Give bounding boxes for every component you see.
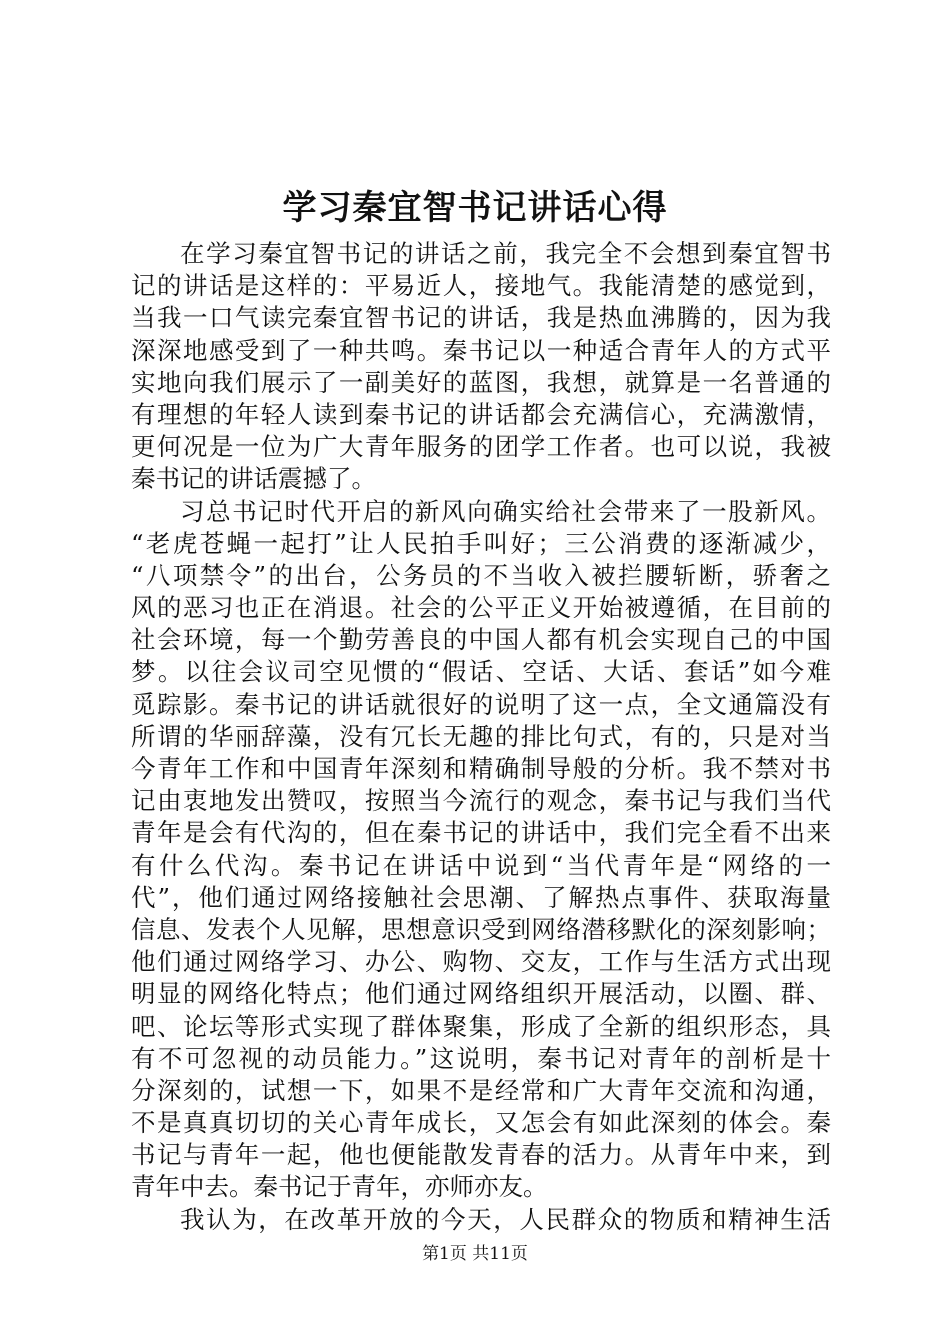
text-line: 所谓的华丽辞藻，没有冗长无趣的排比句式，有的，只是对当 (131, 721, 831, 751)
text-line: 代”，他们通过网络接触社会思潮、了解热点事件、获取海量 (131, 882, 831, 912)
text-line: 在学习秦宜智书记的讲话之前，我完全不会想到秦宜智书 (180, 239, 831, 268)
text-line: 有理想的年轻人读到秦书记的讲话都会充满信心，充满激情， (131, 399, 831, 429)
text-line: 今青年工作和中国青年深刻和精确制导般的分析。我不禁对书 (131, 754, 831, 783)
text-line: “老虎苍蝇一起打”让人民拍手叫好；三公消费的逐渐减少， (131, 528, 831, 558)
text-line: 有不可忽视的动员能力。”这说明，秦书记对青年的剖析是十 (131, 1043, 831, 1073)
text-line: 深深地感受到了一种共鸣。秦书记以一种适合青年人的方式平 (131, 335, 831, 365)
body-text (131, 238, 831, 1236)
text-line: 分深刻的，试想一下，如果不是经常和广大青年交流和沟通， (131, 1075, 831, 1105)
text-line: 信息、发表个人见解，思想意识受到网络潜移默化的深刻影响； (131, 914, 831, 944)
text-line: 记的讲话是这样的：平易近人，接地气。我能清楚的感觉到， (131, 271, 831, 301)
text-line: 书记与青年一起，他也便能散发青春的活力。从青年中来，到 (131, 1140, 831, 1170)
text-line: 记由衷地发出赞叹，按照当今流行的观念，秦书记与我们当代 (131, 786, 831, 816)
text-line: 实地向我们展示了一副美好的蓝图，我想，就算是一名普通的 (131, 367, 831, 397)
page-footer: 第1页 共11页 (422, 1244, 528, 1264)
text-line: 他们通过网络学习、办公、购物、交友，工作与生活方式出现 (131, 947, 831, 977)
text-line: 明显的网络化特点；他们通过网络组织开展活动，以圈、群、 (131, 979, 831, 1009)
text-line: 社会环境，每一个勤劳善良的中国人都有机会实现自己的中国 (131, 625, 831, 655)
text-line: 更何况是一位为广大青年服务的团学工作者。也可以说，我被 (131, 432, 831, 462)
text-line: “八项禁令”的出台，公务员的不当收入被拦腰斩断，骄奢之 (131, 560, 831, 590)
text-line: 风的恶习也正在消退。社会的公平正义开始被遵循，在目前的 (131, 593, 831, 623)
text-line: 梦。以往会议司空见惯的“假话、空话、大话、套话”如今难 (131, 657, 831, 687)
text-line: 习总书记时代开启的新风向确实给社会带来了一股新风。 (180, 496, 831, 526)
text-line: 不是真真切切的关心青年成长，又怎会有如此深刻的体会。秦 (131, 1108, 831, 1138)
text-line: 觅踪影。秦书记的讲话就很好的说明了这一点，全文通篇没有 (131, 689, 831, 719)
page-title: 学习秦宜智书记讲话心得 (282, 188, 668, 228)
text-line: 吧、论坛等形式实现了群体聚集，形成了全新的组织形态，具 (131, 1011, 831, 1041)
text-line: 青年是会有代沟的，但在秦书记的讲话中，我们完全看不出来 (131, 818, 831, 848)
text-line: 当我一口气读完秦宜智书记的讲话，我是热血沸腾的，因为我 (131, 303, 831, 333)
text-line: 我认为，在改革开放的今天，人民群众的物质和精神生活 (180, 1204, 831, 1234)
text-line: 青年中去。秦书记于青年，亦师亦友。 (131, 1172, 548, 1202)
text-line: 秦书记的讲话震撼了。 (131, 464, 376, 494)
text-line: 有什么代沟。秦书记在讲话中说到“当代青年是“网络的一 (131, 850, 831, 880)
